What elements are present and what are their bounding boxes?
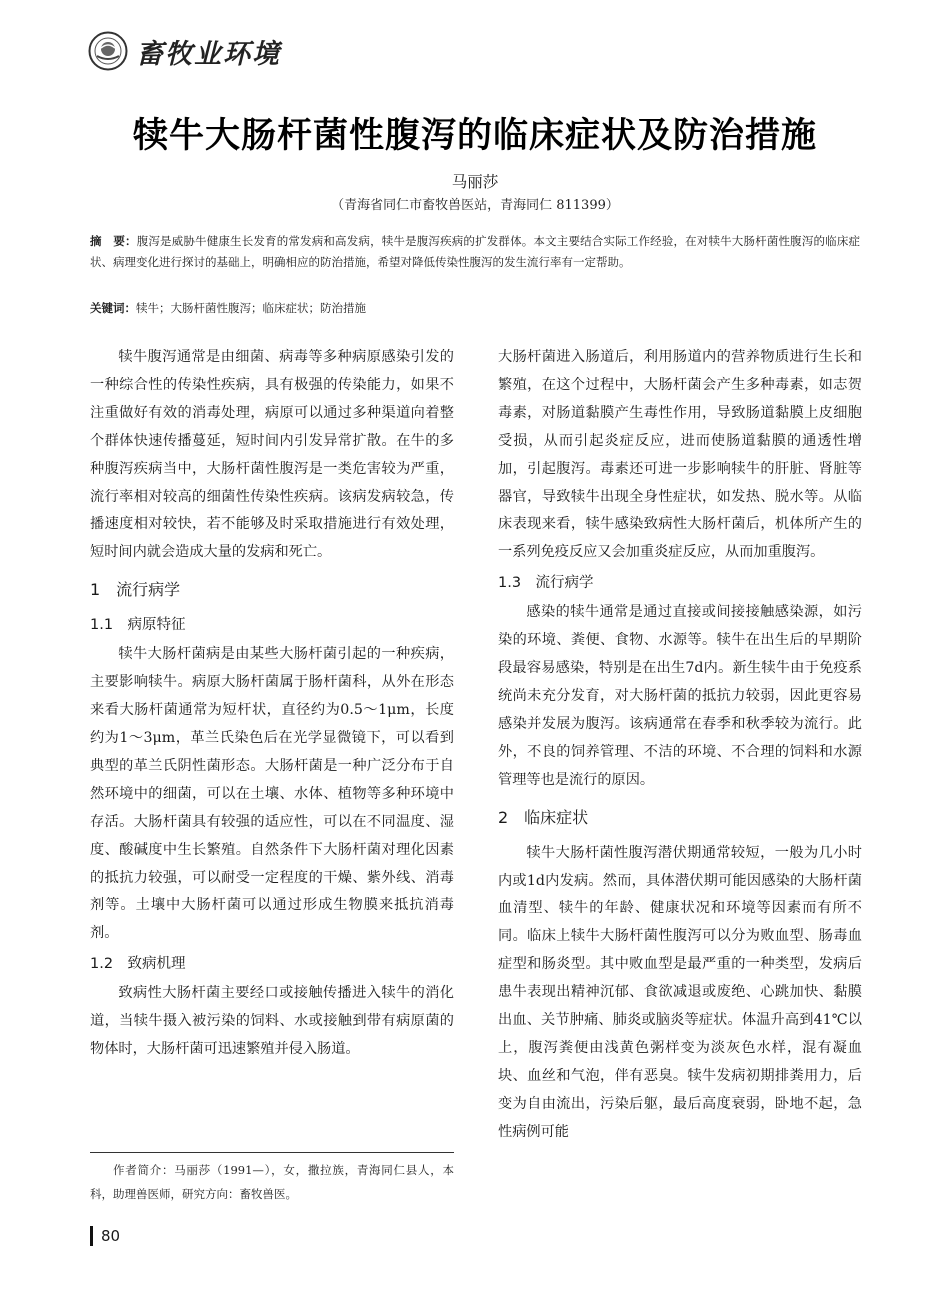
keywords-label: 关键词： (90, 301, 136, 315)
page-number-text: 80 (101, 1227, 121, 1245)
keywords (90, 298, 860, 318)
article-title: 犊牛大肠杆菌性腹泻的临床症状及防治措施 (132, 116, 817, 156)
paragraph-1-2: 致病性大肠杆菌主要经口或接触传播进入犊牛的消化道，当犊牛摄入被污染的饲料、水或接触到带有病原菌的物体时，大肠杆菌可迅速繁殖并侵入肠道。 (90, 985, 454, 1058)
journal-logo-seal (88, 31, 128, 71)
intro-paragraph: 犊牛腹泻通常是由细菌、病毒等多种病原感染引发的一种综合性的传染性疾病，具有极强的传染能力，如果不注重做好有效的消毒处理，病原可以通过多种渠道向着整个群体快速传播蔓延，短时间内引发异常扩散。在牛的多种腹泻疾病当中，大肠杆菌性腹泻是一类危害较为严重，流行率相对较高的细菌性传染性疾病。该病发病较急，传播速度相对较快，若不能够及时采取措施进行有效处理，短时间内就会造成大量的发病和死亡。 (90, 349, 454, 561)
keywords-text: 犊牛；大肠杆菌性腹泻；临床症状；防治措施 (136, 301, 366, 315)
subsection-heading-1-2: 1.2 致病机理 (90, 956, 186, 973)
footnote-divider (90, 1152, 454, 1153)
paragraph-1-2-continued: 大肠杆菌进入肠道后，利用肠道内的营养物质进行生长和繁殖，在这个过程中，大肠杆菌会产生多种毒素，如志贺毒素，对肠道黏膜产生毒性作用，导致肠道黏膜上皮细胞受损，从而引起炎症反应，进而使肠道黏膜的通透性增加，引起腹泻。毒素还可进一步影响犊牛的肝脏、肾脏等器官，导致犊牛出现全身性症状，如发热、脱水等。从临床表现来看，犊牛感染致病性大肠杆菌后，机体所产生的一系列免疫反应又会加重炎症反应，从而加重腹泻。 (498, 349, 862, 561)
author-name: 马丽莎 (451, 173, 499, 191)
journal-header (88, 28, 281, 74)
abstract-label: 摘 要： (90, 234, 137, 248)
right-column (498, 344, 862, 1147)
section-heading-1: 1 流行病学 (90, 580, 181, 600)
paragraph-2: 犊牛大肠杆菌性腹泻潜伏期通常较短，一般为几小时内或1d内发病。然而，具体潜伏期可能因感染的大肠杆菌血清型、犊牛的年龄、健康状况和环境等因素而有所不同。临床上犊牛大肠杆菌性腹泻可以分为败血型、肠毒血症型和肠炎型。其中败血型是最严重的一种类型，发病后患牛表现出精神沉郁、食欲减退或废绝、心跳加快、黏膜出血、关节肿痛、肺炎或脑炎等症状。体温升高到41℃以上，腹泻粪便由浅黄色粥样变为淡灰色水样，混有凝血块、血丝和气泡，伴有恶臭。犊牛发病初期排粪用力，后变为自由流出，污染后躯，最后高度衰弱，卧地不起，急性病例可能 (498, 844, 862, 1140)
page-number-bar (90, 1226, 93, 1246)
left-column (90, 344, 454, 1064)
page-number (90, 1226, 120, 1246)
author-affiliation: （青海省同仁市畜牧兽医站，青海同仁 811399） (331, 198, 619, 213)
abstract-text: 腹泻是威胁牛健康生长发育的常发病和高发病，犊牛是腹泻疾病的扩发群体。本文主要结合实际工作经验，在对犊牛大肠杆菌性腹泻的临床症状、病理变化进行探讨的基础上，明确相应的防治措施，希望对降低传染性腹泻的发生流行率有一定帮助。 (90, 234, 861, 269)
journal-name: 畜牧业环境 (136, 38, 281, 70)
paragraph-1-1: 犊牛大肠杆菌病是由某些大肠杆菌引起的一种疾病，主要影响犊牛。病原大肠杆菌属于肠杆菌科，从外在形态来看大肠杆菌通常为短杆状，直径约为0.5～1μm，长度约为1～3μm，革兰氏染色后在光学显微镜下，可以看到典型的革兰氏阴性菌形态。大肠杆菌是一种广泛分布于自然环境中的细菌，可以在土壤、水体、植物等多种环境中存活。大肠杆菌具有较强的适应性，可以在不同温度、湿度、酸碱度中生长繁殖。自然条件下大肠杆菌对理化因素的抵抗力较强，可以耐受一定程度的干燥、紫外线、消毒剂等。土壤中大肠杆菌可以通过形成生物膜来抵抗消毒剂。 (90, 646, 454, 942)
paragraph-1-3: 感染的犊牛通常是通过直接或间接接触感染源，如污染的环境、粪便、食物、水源等。犊牛在出生后的早期阶段最容易感染，特别是在出生7d内。新生犊牛由于免疫系统尚未充分发育，对大肠杆菌的抵抗力较弱，因此更容易感染并发展为腹泻。该病通常在春季和秋季较为流行。此外，不良的饲养管理、不洁的环境、不合理的饲料和水源管理等也是流行的原因。 (498, 604, 862, 788)
subsection-heading-1-1: 1.1 病原特征 (90, 617, 186, 634)
author-footnote: 作者简介：马丽莎（1991—），女，撒拉族，青海同仁县人，本科，助理兽医师，研究方向：畜牧兽医。 (90, 1163, 454, 1201)
subsection-heading-1-3: 1.3 流行病学 (498, 575, 594, 592)
abstract (90, 231, 860, 272)
section-heading-2: 2 临床症状 (498, 807, 589, 827)
